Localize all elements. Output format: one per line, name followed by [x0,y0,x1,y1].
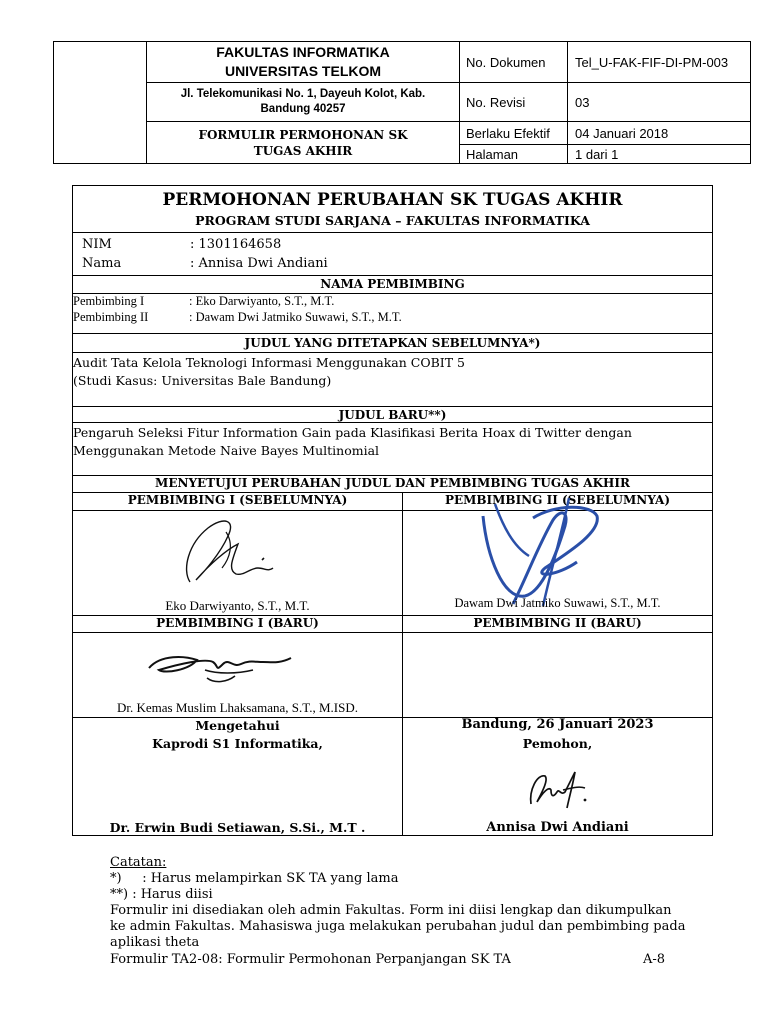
applicant-name: Annisa Dwi Andiani [486,820,629,835]
notes-heading: Catatan: [110,855,167,870]
advisor2-label: Pembimbing II [73,310,149,324]
document-header-table [53,41,751,164]
prev-advisor1-name: Eko Darwiyanto, S.T., M.T. [165,598,310,613]
note-1: *) : Harus melampirkan SK TA yang lama [110,871,399,886]
effective-date-label: Berlaku Efektif [466,125,550,141]
acknowledge-line1: Mengetahui [195,718,280,733]
form-title [147,122,459,163]
old-title-line2: (Studi Kasus: Universitas Bale Bandung) [73,373,332,388]
faculty-line1: FAKULTAS INFORMATIKA [216,44,390,60]
faculty-address [147,83,459,121]
effective-date-value: 04 Januari 2018 [575,125,669,141]
footer-row [110,952,690,970]
revision-label: No. Revisi [466,94,526,110]
faculty-name [147,42,459,82]
new-advisor1-name: Dr. Kemas Muslim Lhaksamana, S.T., M.ISD. [117,700,358,715]
new-advisor1-signature [145,644,295,694]
page-value: 1 dari 1 [575,146,619,162]
prev-advisor1-header: PEMBIMBING I (SEBELUMNYA) [127,493,348,507]
doc-number-label: No. Dokumen [466,54,546,70]
page-label: Halaman [466,146,519,162]
place-date: Bandung, 26 Januari 2023 [461,717,654,732]
faculty-line2: UNIVERSITAS TELKOM [224,63,382,79]
footer-form-label: Formulir TA2-08: Formulir Permohonan Perpanjangan SK TA [110,952,511,967]
note-paragraph-line1: Formulir ini disediakan oleh admin Fakultas. Form ini diisi lengkap dan dikumpulkan [110,903,672,918]
old-title-header: JUDUL YANG DITETAPKAN SEBELUMNYA*) [244,336,541,350]
logo-area [54,42,146,163]
note-2: **) : Harus diisi [110,887,213,902]
prev-advisor1-signature [178,514,278,590]
new-title-line2: Menggunakan Metode Naive Bayes Multinomial [73,443,380,458]
applicant-signature [525,768,591,812]
address-line2: Bandung 40257 [260,103,346,115]
new-title-header: JUDUL BARU**) [338,408,447,422]
new-advisor2-header: PEMBIMBING II (BARU) [473,616,642,630]
advisor1-label: Pembimbing I [73,294,145,308]
kaprodi-name: Dr. Erwin Budi Setiawan, S.Si., M.T . [109,820,366,835]
footer-page-code: A-8 [643,952,666,967]
note-paragraph-line3: aplikasi theta [110,935,200,950]
advisor1-value: : Eko Darwiyanto, S.T., M.T. [189,294,335,308]
form-title-line2: TUGAS AKHIR [253,143,353,158]
name-label: Nama [82,256,122,271]
old-title-line1: Audit Tata Kelola Teknologi Informasi Menggunakan COBIT 5 [73,355,465,370]
note-paragraph-line2: ke admin Fakultas. Mahasiswa juga melakukan perubahan judul dan pembimbing pada [110,919,686,934]
notes-section [110,855,690,970]
prev-advisor2-name: Dawam Dwi Jatmiko Suwawi, S.T., M.T. [454,596,661,610]
advisor2-value: : Dawam Dwi Jatmiko Suwawi, S.T., M.T. [189,310,402,324]
new-advisor1-header: PEMBIMBING I (BARU) [156,616,319,630]
change-request-form [72,185,713,836]
form-subtitle: PROGRAM STUDI SARJANA – FAKULTAS INFORMATIKA [195,213,590,228]
address-line1: Jl. Telekomunikasi No. 1, Dayeuh Kolot, Kab. [180,88,426,100]
applicant-label: Pemohon, [522,736,593,751]
prev-advisor2-header: PEMBIMBING II (SEBELUMNYA) [444,493,671,507]
revision-value: 03 [575,94,590,110]
doc-number-value: Tel_U-FAK-FIF-DI-PM-003 [575,54,729,70]
acknowledge-line2: Kaprodi S1 Informatika, [152,736,323,751]
form-main-title: PERMOHONAN PERUBAHAN SK TUGAS AKHIR [162,190,623,210]
advisors-header: NAMA PEMBIMBING [320,277,465,291]
approval-header: MENYETUJUI PERUBAHAN JUDUL DAN PEMBIMBING TUGAS AKHIR [155,476,630,490]
new-title-line1: Pengaruh Seleksi Fitur Information Gain pada Klasifikasi Berita Hoax di Twitter dengan [73,425,632,440]
nim-label: NIM [82,237,112,252]
form-title-line1: FORMULIR PERMOHONAN SK [198,127,408,142]
name-value: : Annisa Dwi Andiani [190,256,328,271]
nim-value: : 1301164658 [190,237,282,252]
